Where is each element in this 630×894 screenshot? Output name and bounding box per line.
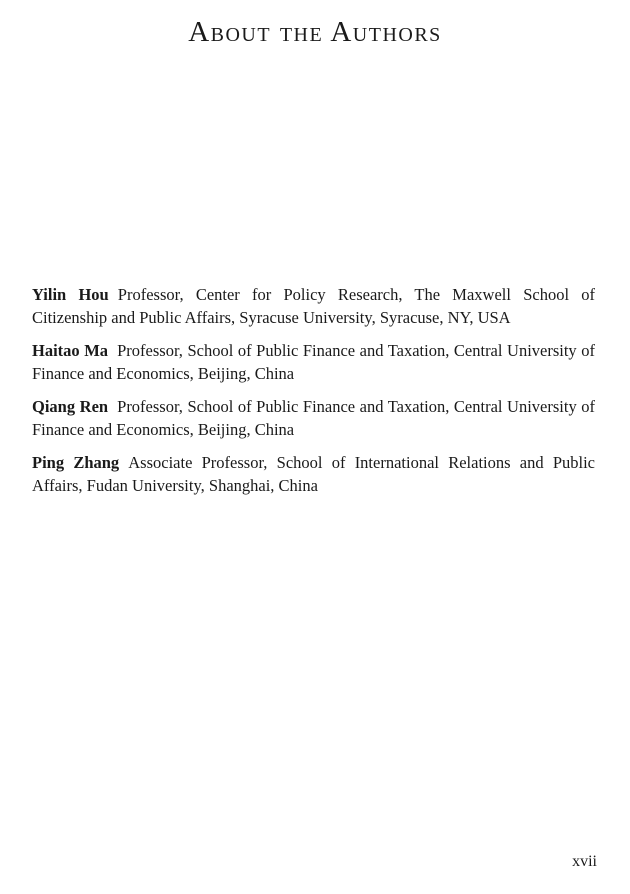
author-name: Haitao Ma [32,341,109,360]
page-number: xvii [572,853,597,870]
author-entry [32,284,595,329]
author-bio: Professor, Center for Policy Research, The Maxwell School of Citizenship and Public Affairs, Syracuse University, Syracuse, NY, USA [32,285,595,327]
author-entry [32,396,595,441]
author-bio: Professor, School of Public Finance and Taxation, Central University of Finance and Economics, Beijing, China [32,341,595,383]
author-bio: Associate Professor, School of International Relations and Public Affairs, Fudan University, Shanghai, China [32,453,595,495]
author-entry [32,340,595,385]
author-name: Yilin Hou [32,285,109,304]
page-title: About the Authors [188,16,442,48]
author-name: Qiang Ren [32,397,109,416]
author-bio: Professor, School of Public Finance and Taxation, Central University of Finance and Economics, Beijing, China [32,397,595,439]
author-name: Ping Zhang [32,453,120,472]
authors-section [32,284,595,508]
author-entry [32,452,595,497]
